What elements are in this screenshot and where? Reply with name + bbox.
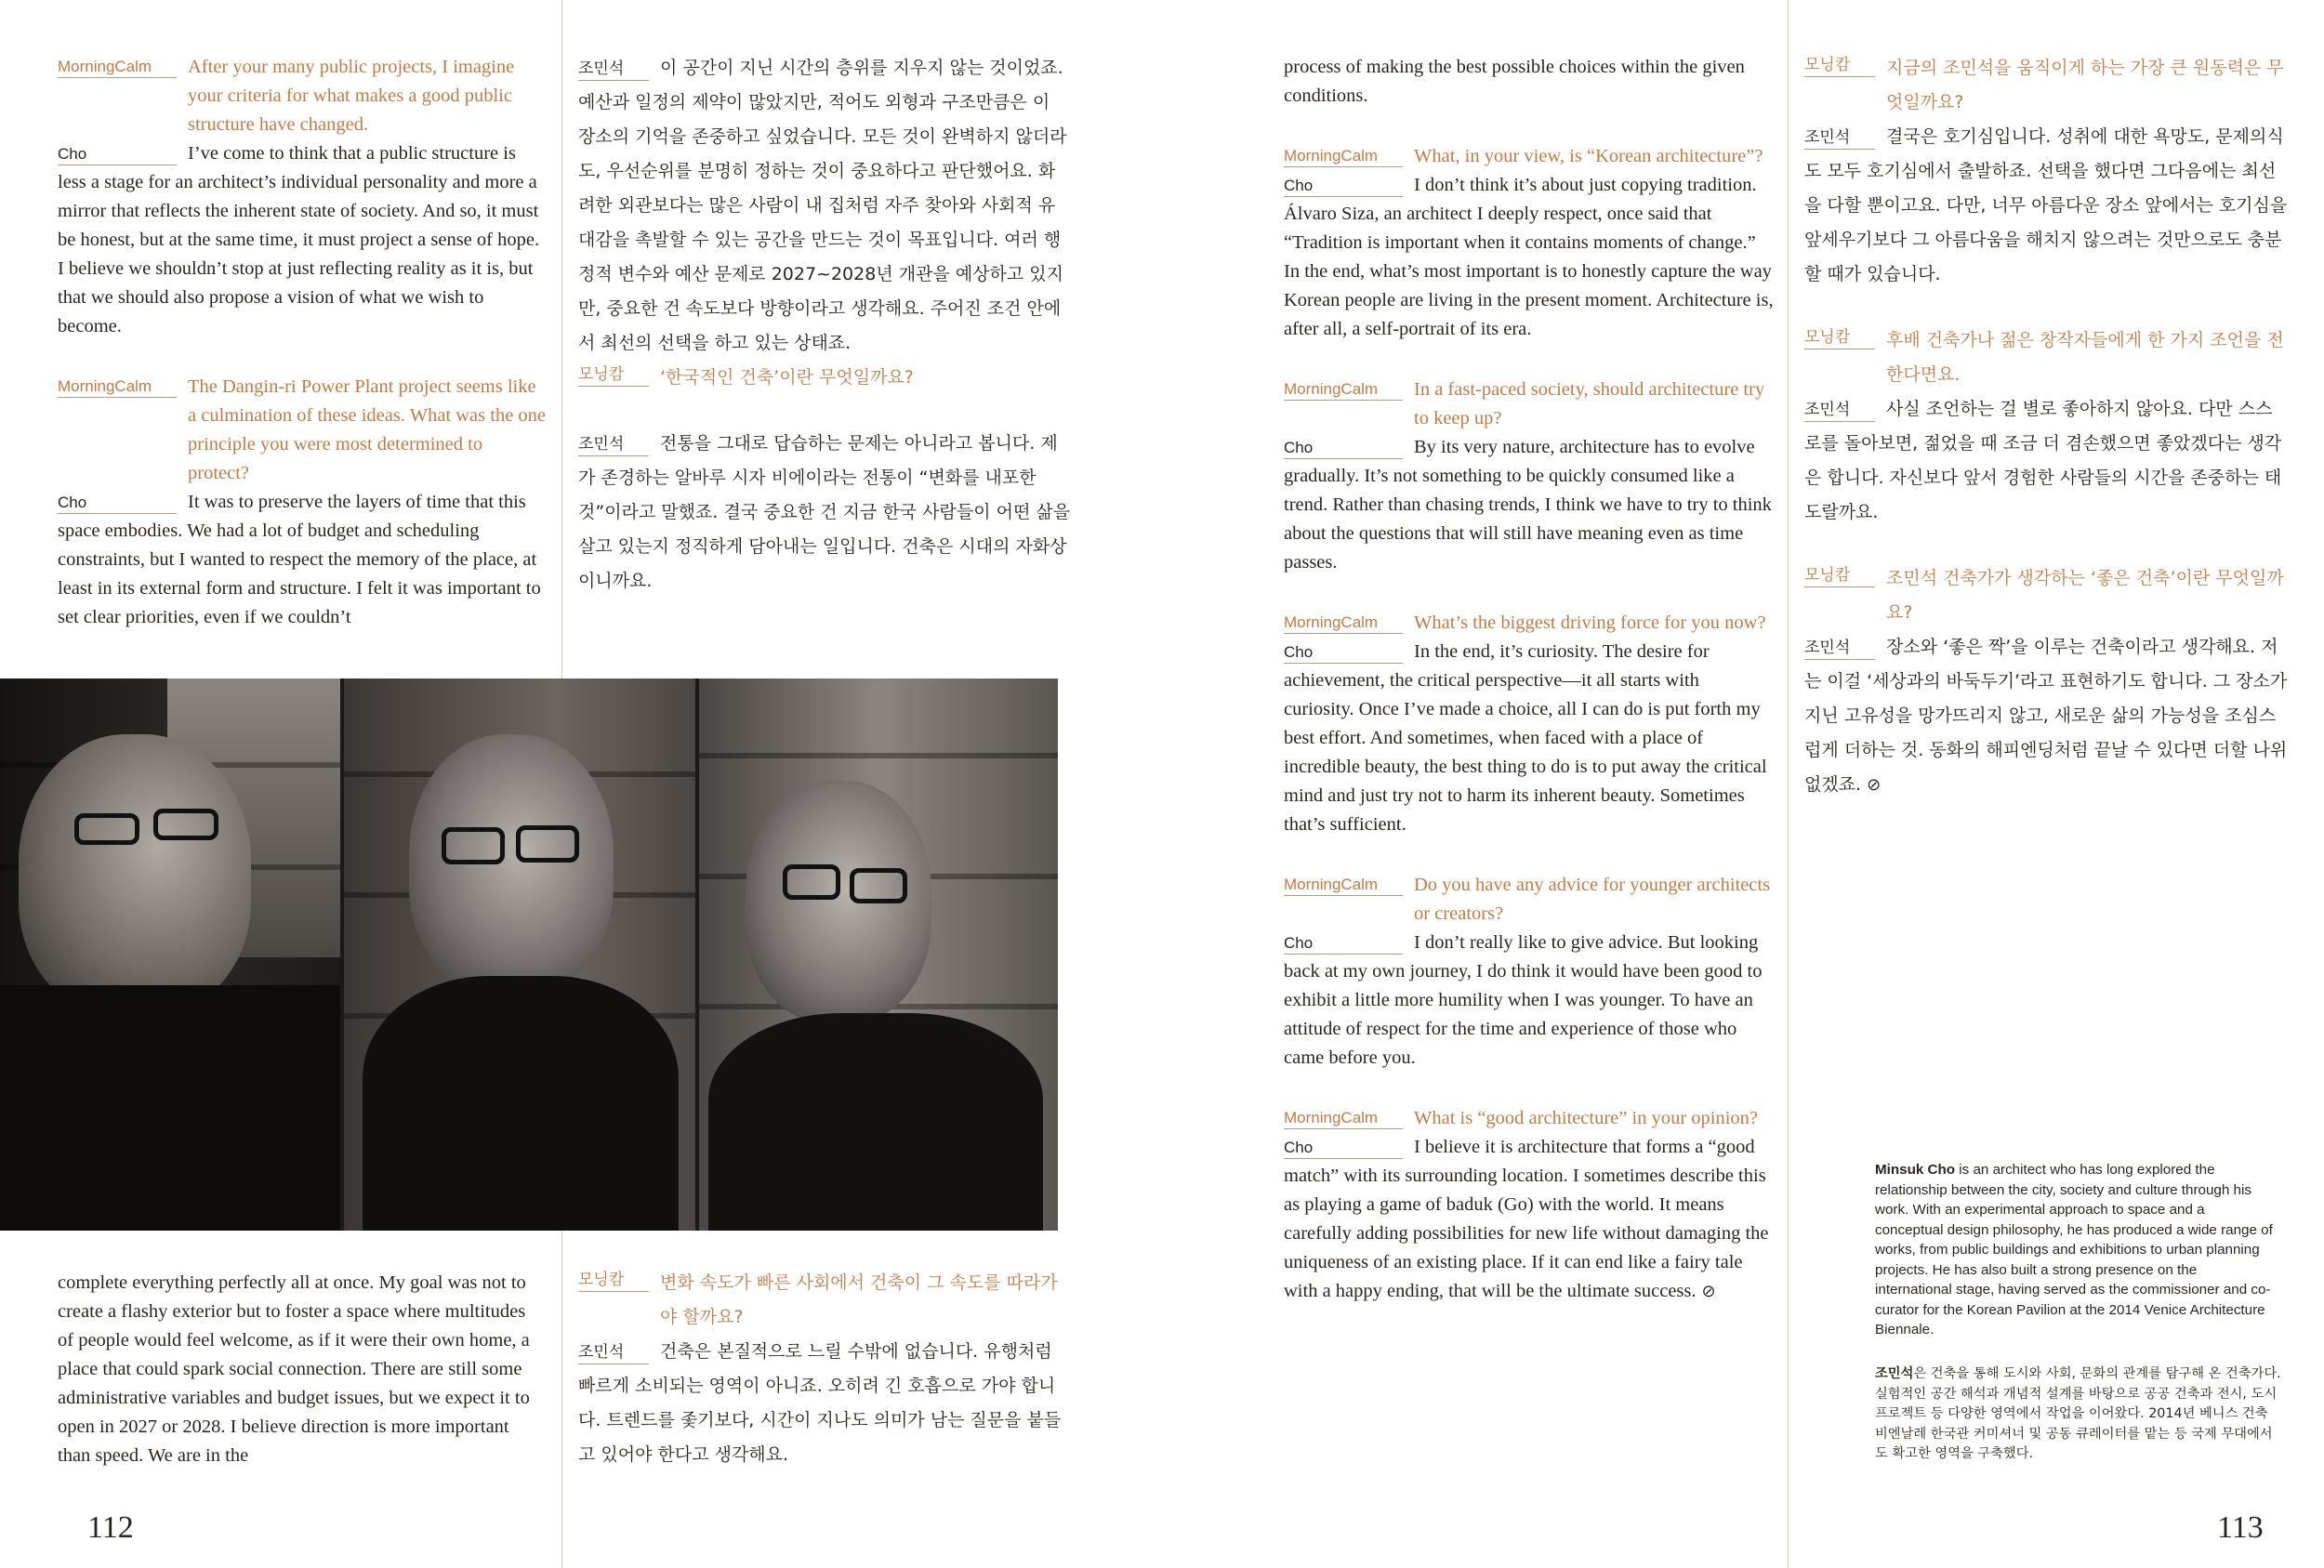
page-number-right: 113 (2217, 1510, 2264, 1545)
answer-text: 전통을 그대로 답습하는 문제는 아니라고 봅니다. 제가 존경하는 알바루 시자 비에이라는 전통이 “변화를 내포한 것”이라고 말했죠. 결국 중요한 건 지금 한국 사람들이 어떤 삶을 살고 있는지 정직하게 담아내는 일입니다. 건축은 시대의 자화상이니까요. (578, 433, 1071, 591)
qa-pair (1804, 51, 2288, 292)
answer-text: I don’t really like to give advice. But looking back at my own journey, I do think it would have been good to exhibit a little more humility when I was younger. To have an attitude of respect for the time and experience of those who came before you. (1284, 932, 1763, 1068)
answer-line (1284, 929, 1774, 1073)
question-text: ‘한국적인 건축’이란 무엇일까요? (660, 367, 914, 388)
speaker-label: 모닝캄 (1804, 561, 1875, 587)
answer-line (1284, 638, 1774, 839)
question-line (1804, 323, 2288, 392)
answer-text: 이 공간이 지닌 시간의 층위를 지우지 않는 것이었죠. 예산과 일정의 제약이 많았지만, 적어도 외형과 구조만큼은 이 장소의 기억을 존중하고 싶었습니다. 모든 것이 완벽하지 않더라도, 우선순위를 분명히 정하는 것이 중요하다고 판단했어요. 화려한 외관보다는 많은 사람이 내 집처럼 자주 찾아와 사회적 유대감을 촉발할 수 있는 공간을 만드는 것이 목표입니다. 여러 행정적 변수와 예산 문제로 2027~2028년 개관을 예상하고 있지만, 중요한 건 속도보다 방향이라고 생각해요. 주어진 조건 안에서 최선의 선택을 하고 있는 상태죠. (578, 58, 1067, 353)
answer-line (578, 51, 1071, 361)
qa-pair (1804, 323, 2288, 530)
speaker-label: Cho (58, 489, 177, 514)
answer-text: In the end, it’s curiosity. The desire for achievement, the critical perspective—it all starts with curiosity. Once I’ve made a choice, all I can do is put forth my best effort. And sometimes, when faced with a place of incredible beauty, the best thing to do is to put away the critical mind and just try not to harm its inherent beauty. Sometimes that’s sufficient. (1284, 641, 1767, 835)
speaker-label: MorningCalm (1284, 871, 1403, 896)
column-1-bottom (58, 1269, 546, 1470)
bio-korean (1875, 1364, 2284, 1465)
answer-text: By its very nature, architecture has to evolve gradually. It’s not something to be quickly consumed like a trend. Rather than chasing trends, I think we have to try to think about the questions that will still have meaning even as time passes. (1284, 437, 1772, 573)
question-text: 후배 건축가나 젊은 창작자들에게 한 가지 조언을 전한다면요. (1886, 330, 2284, 385)
speaker-label: MorningCalm (1284, 1104, 1403, 1129)
bio-name: Minsuk Cho (1875, 1162, 1956, 1178)
answer-text: I don’t think it’s about just copying tradition. Álvaro Siza, an architect I deeply respect, once said that “Tradition is important when it contains moments of change.” In the end, what’s most important is to honestly capture the way Korean people are living in the present moment. Architecture is, after all, a self-portrait of its era. (1284, 175, 1774, 339)
answer-text: 결국은 호기심입니다. 성취에 대한 욕망도, 문제의식도 모두 호기심에서 출발하죠. 선택을 했다면 그다음에는 최선을 다할 뿐이고요. 다만, 너무 아름다운 장소 앞에서는 호기심을 앞세우기보다 그 아름다움을 해치지 않으려는 것만으로도 충분할 때가 있습니다. (1804, 126, 2288, 284)
bio-text: 은 건축을 통해 도시와 사회, 문화의 관계를 탐구해 온 건축가다. 실험적인 공간 해석과 개념적 설계를 바탕으로 공공 건축과 전시, 도시 프로젝트 등 다양한 영역에서 작업을 이어왔다. 2014년 베니스 건축 비엔날레 한국관 커미셔너 및 공동 큐레이터를 맡는 등 국제 무대에서도 확고한 영역을 구축했다. (1875, 1366, 2281, 1461)
speaker-label: MorningCalm (1284, 376, 1403, 401)
continued-paragraph: complete everything perfectly all at once. My goal was not to create a flashy exterior but to foster a space where multitudes of people would feel welcome, as if it were their own home, a place that could spark social connection. There are still some administrative variables and budget issues, but we expect it to open in 2027 or 2028. I believe direction is more important than speed. We are in the (58, 1272, 530, 1466)
speaker-label: 조민석 (578, 430, 649, 456)
question-text: 변화 속도가 빠른 사회에서 건축이 그 속도를 따라가야 할까요? (660, 1272, 1058, 1327)
answer-text: 사실 조언하는 걸 별로 좋아하지 않아요. 다만 스스로를 돌아보면, 젊었을 때 조금 더 겸손했으면 좋았겠다는 생각은 합니다. 자신보다 앞서 경험한 사람들의 시간을 존중하는 태도랄까요. (1804, 399, 2282, 522)
speaker-label: Cho (1284, 172, 1403, 197)
answer-line (578, 427, 1071, 599)
end-mark-icon: ⊘ (1867, 775, 1882, 795)
speaker-label: MorningCalm (1284, 142, 1403, 167)
question-text: After your many public projects, I imagine your criteria for what makes a good public structure have changed. (188, 57, 515, 135)
qa-pair (1284, 142, 1774, 344)
qa-pair (578, 51, 1071, 395)
question-text: What, in your view, is “Korean architecture”? (1414, 146, 1763, 166)
question-line (58, 373, 546, 488)
question-line (58, 53, 546, 139)
qa-pair (1284, 609, 1774, 839)
question-line (1804, 51, 2288, 120)
speaker-label: 조민석 (1804, 124, 1875, 150)
portrait-photo-2 (344, 679, 695, 1231)
question-line (1284, 609, 1774, 638)
question-line (1284, 142, 1774, 171)
speaker-label: MorningCalm (1284, 609, 1403, 634)
speaker-label: 조민석 (578, 1338, 649, 1364)
portrait-photo-strip (0, 679, 1058, 1231)
question-line (1804, 561, 2288, 630)
speaker-label: 모닝캄 (1804, 323, 1875, 349)
speaker-label: Cho (58, 140, 177, 165)
qa-pair (1284, 1104, 1774, 1306)
speaker-label: 모닝캄 (578, 361, 649, 387)
answer-line (578, 1335, 1071, 1472)
answer-line (1284, 433, 1774, 577)
question-line (578, 1266, 1071, 1335)
column-3 (1284, 53, 1774, 1337)
qa-pair (578, 1266, 1071, 1472)
speaker-label: Cho (1284, 639, 1403, 664)
answer-line (1284, 1133, 1774, 1306)
qa-pair (578, 427, 1071, 599)
speaker-label: 조민석 (1804, 396, 1875, 422)
question-text: 조민석 건축가가 생각하는 ‘좋은 건축’이란 무엇일까요? (1886, 568, 2284, 623)
column-rule-right (1788, 0, 1789, 1568)
bio-text: is an architect who has long explored the relationship between the city, society and culture through his work. With an experimental approach to space and a conceptual design philosophy, he has produced a wide range of works, from public buildings and exhibitions to urban planning projects. He has also built a strong presence on the international stage, having served as the commissioner and co-curator for the Korean Pavilion at the 2014 Venice Architecture Biennale. (1875, 1162, 2273, 1337)
continued-paragraph: process of making the best possible choices within the given conditions. (1284, 57, 1745, 106)
speaker-label: MorningCalm (58, 53, 177, 78)
question-text: In a fast-paced society, should architecture try to keep up? (1414, 379, 1765, 428)
speaker-label: Cho (1284, 1134, 1403, 1159)
page-number-left: 112 (87, 1510, 134, 1545)
column-2-bottom (578, 1266, 1071, 1504)
answer-text: 건축은 본질적으로 느릴 수밖에 없습니다. 유행처럼 빠르게 소비되는 영역이 아니죠. 오히려 긴 호흡으로 가야 합니다. 트렌드를 좇기보다, 시간이 지나도 의미가 남는 질문을 붙들고 있어야 한다고 생각해요. (578, 1341, 1062, 1465)
column-4 (1804, 51, 2288, 834)
speaker-label: Cho (1284, 929, 1403, 955)
question-text: The Dangin-ri Power Plant project seems like a culmination of these ideas. What was the one principle you were most determined to protect? (188, 376, 547, 483)
speaker-label: 조민석 (578, 55, 649, 81)
column-1 (58, 53, 546, 664)
bio-english (1875, 1160, 2275, 1340)
end-mark-icon: ⊘ (1701, 1282, 1716, 1301)
question-line (1284, 1104, 1774, 1133)
answer-line (1804, 120, 2288, 292)
qa-pair (1284, 376, 1774, 577)
question-text: What is “good architecture” in your opinion? (1414, 1108, 1759, 1128)
bio-name: 조민석 (1875, 1366, 1914, 1381)
speaker-label: Cho (1284, 434, 1403, 459)
answer-line (1284, 171, 1774, 344)
speaker-label: MorningCalm (58, 373, 177, 398)
speaker-label: 모닝캄 (578, 1266, 649, 1292)
question-line (1284, 376, 1774, 433)
speaker-label: 모닝캄 (1804, 51, 1875, 77)
answer-text: It was to preserve the layers of time that this space embodies. We had a lot of budget and scheduling constraints, but I wanted to respect the memory of the place, at least in its external form and structure. I felt it was important to set clear priorities, even if we couldn’t (58, 492, 541, 627)
question-text: 지금의 조민석을 움직이게 하는 가장 큰 원동력은 무엇일까요? (1886, 58, 2284, 112)
qa-pair (1284, 871, 1774, 1073)
answer-line (1804, 630, 2288, 802)
qa-pair (58, 373, 546, 632)
speaker-label: 조민석 (1804, 634, 1875, 660)
question-text: Do you have any advice for younger architects or creators? (1414, 875, 1771, 924)
portrait-photo-1 (0, 679, 340, 1231)
answer-line (1804, 392, 2288, 530)
answer-text: I’ve come to think that a public structure is less a stage for an architect’s individual personality and more a mirror that reflects the inherent state of society. And so, it must be honest, but at the same time, it must project a sense of hope. I believe we shouldn’t stop at just reflecting reality as it is, but that we should also propose a vision of what we wish to become. (58, 143, 540, 336)
answer-text: 장소와 ‘좋은 짝’을 이루는 건축이라고 생각해요. 저는 이걸 ‘세상과의 바둑두기’라고 표현하기도 합니다. 그 장소가 지닌 고유성을 망가뜨리지 않고, 새로운 삶의 가능성을 조심스럽게 더하는 것. 동화의 해피엔딩처럼 끝날 수 있다면 더할 나위 없겠죠. (1804, 637, 2288, 795)
answer-line (58, 488, 546, 632)
answer-text: I believe it is architecture that forms a “good match” with its surrounding location. I sometimes describe this as playing a game of baduk (Go) with the world. It means carefully adding possibilities for new life without damaging the uniqueness of an existing place. If it can end like a fairy tale with a happy ending, that will be the ultimate success. (1284, 1137, 1769, 1301)
answer-line (58, 139, 546, 341)
question-text: What’s the biggest driving force for you now? (1414, 613, 1766, 633)
qa-pair (1804, 561, 2288, 802)
question-line (1284, 871, 1774, 929)
portrait-photo-3 (699, 679, 1058, 1231)
qa-pair (58, 53, 546, 341)
column-2 (578, 51, 1071, 630)
question-line (578, 361, 1071, 395)
